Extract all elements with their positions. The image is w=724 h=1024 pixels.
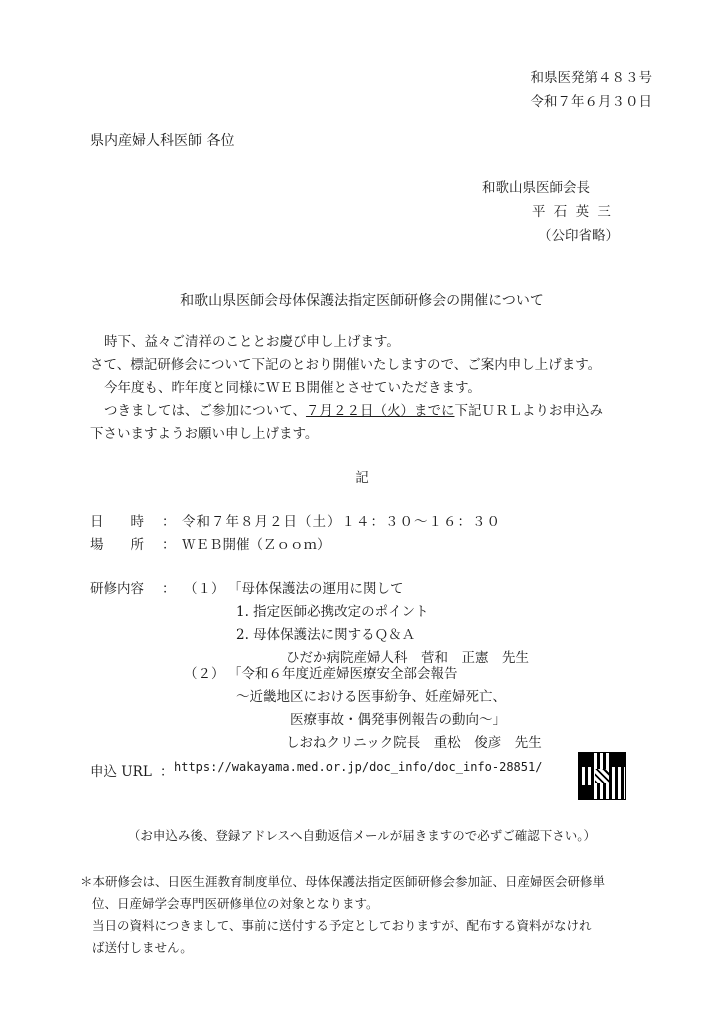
event-date-time: 令和７年８月２日（土）１４：３０～１６：３０ — [182, 514, 501, 530]
apply-url-link[interactable]: https://wakayama.med.or.jp/doc_info/doc_info-28851/ — [174, 760, 543, 774]
qr-code-icon[interactable] — [578, 752, 626, 800]
item1-title: 「母体保護法の運用に関して — [228, 581, 404, 597]
body-paragraph-4-end: 下記ＵＲＬよりお申込み — [454, 403, 603, 419]
item1-sub2: 2. 母体保護法に関するＱ＆Ａ — [236, 627, 416, 643]
item2-sub2: 医療事故・偶発事例報告の動向～」 — [290, 712, 506, 728]
date-label: 日 時 — [90, 514, 144, 530]
footnote-line-4: ば送付しません。 — [92, 940, 193, 955]
body-paragraph-5: 下さいますようお願い申し上げます。 — [90, 426, 319, 442]
colon: ： — [162, 537, 176, 553]
place-label: 場 所 — [90, 537, 144, 553]
event-place: ＷＥＢ開催（Ｚｏｏｍ） — [182, 537, 331, 553]
document-number: 和県医発第４８３号 — [530, 70, 652, 86]
sender-name: 平 石 英 三 — [532, 204, 613, 220]
seal-omitted: （公印省略） — [538, 228, 619, 244]
application-deadline: ７月２２日（火）までに — [305, 403, 455, 419]
registration-notice: （お申込み後、登録アドレスへ自動返信メールが届きますので必ずご確認下さい。） — [127, 828, 597, 843]
apply-url-label: 申込 URL — [90, 764, 152, 780]
body-paragraph-1: 時下、益々ご清祥のこととお慶び申し上げます。 — [104, 334, 400, 350]
colon: ： — [162, 514, 176, 530]
footnote-line-1: ＊本研修会は、日医生涯教育制度単位、母体保護法指定医師研修会参加証、日産婦医会研修単 — [80, 874, 606, 889]
body-paragraph-3: 今年度も、昨年度と同様にＷＥＢ開催とさせていただきます。 — [104, 380, 481, 396]
body-paragraph-4 — [104, 399, 603, 419]
item2-title: 「令和６年度近産婦医療安全部会報告 — [228, 666, 458, 682]
item2-number: （２） — [184, 666, 225, 682]
colon: ： — [160, 764, 174, 780]
body-paragraph-4-start: つきましては、ご参加について、 — [104, 403, 306, 419]
sender-organization: 和歌山県医師会長 — [482, 180, 590, 196]
item1-number: （１） — [184, 581, 225, 597]
addressee: 県内産婦人科医師 各位 — [90, 133, 235, 149]
colon: ： — [162, 581, 176, 597]
item2-speaker: しおねクリニック院長 重松 俊彦 先生 — [286, 735, 542, 751]
item2-sub1: ～近畿地区における医事紛争、妊産婦死亡、 — [236, 689, 506, 705]
body-paragraph-2: さて、標記研修会について下記のとおり開催いたしますので、ご案内申し上げます。 — [90, 357, 602, 373]
footnote-line-2: 位、日産婦学会専門医研修単位の対象となります。 — [92, 896, 379, 911]
content-label: 研修内容 — [90, 581, 144, 597]
ki-heading: 記 — [355, 470, 369, 486]
item1-sub1: 1. 指定医師必携改定のポイント — [236, 604, 429, 620]
document-date: 令和７年６月３０日 — [530, 94, 652, 110]
footnote-line-3: 当日の資料につきまして、事前に送付する予定としておりますが、配布する資料がなけれ — [92, 918, 592, 933]
item1-speaker: ひだか病院産婦人科 菅和 正憲 先生 — [286, 650, 529, 666]
document-title: 和歌山県医師会母体保護法指定医師研修会の開催について — [180, 293, 544, 309]
